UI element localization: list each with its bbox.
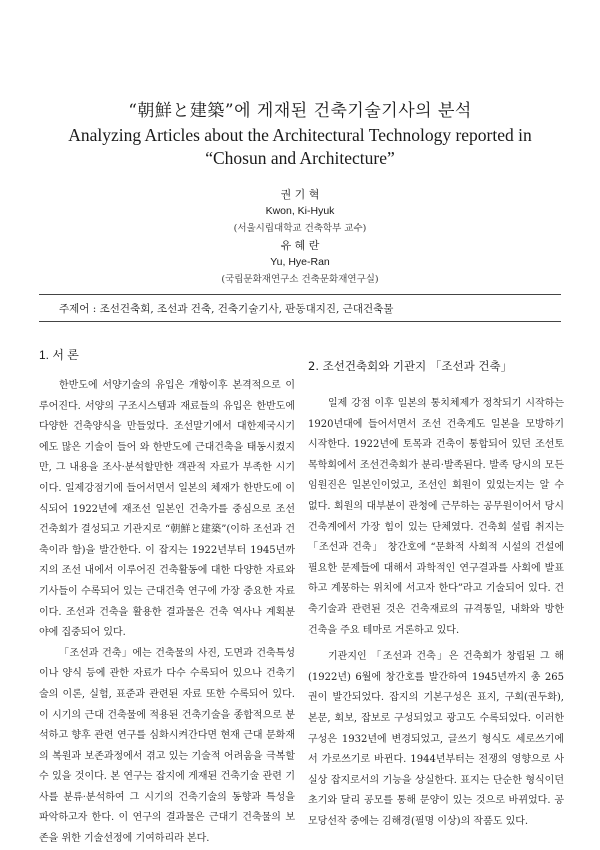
section-1-paragraph: 한반도에 서양기술의 유입은 개항이후 본격적으로 이루어진다. 서양의 구조시스템과 재료들의 유입은 한반도에 다양한 건축양식을 만들었다. 조선말기에서 대한제국시기에도 많은 기술이 들어 와 한반도에 근대건축을 태동시켰지만, 그 내용을 조사·분석할만한 객관적 자료가 부족한 시기이다. 일제강점기에 들어서면서 일본의 체재가 한반도에 이식되어 1922년에 재조선 일본인 건축가를 중심으로 조선건축회가 결성되고 기관지로 “朝鮮と建築”(이하 조선과 건축이라 함)을 발간한다. 이 잡지는 1922년부터 1945년까지의 조선 내에서 이루어진 건축활동에 대한 다양한 자료와 기사들이 수록되어 있는 근대건축 연구에 가장 중요한 자료이다. 조선과 건축을 활용한 결과물은 건축 역사나 계획분야에 집중되어 있다. (39, 380, 295, 639)
author-1-name-english: Kwon, Ki-Hyuk (265, 205, 335, 217)
section-1-heading: 1. 서 론 (39, 348, 79, 362)
section-2-heading: 2. 조선건축회와 기관지 「조선과 건축」 (308, 359, 513, 373)
paper-title-korean: “朝鮮と建築”에 게재된 건축기술기사의 분석 (128, 101, 472, 121)
section-2-paragraph: 일제 강점 이후 일본의 통치체제가 정착되기 시작하는 1920년대에 들어서면서 조선 건축계도 일본을 모방하기 시작한다. 1922년에 토목과 건축이 통합되어 있던 조선토목학회에서 조선건축회가 분리·발족된다. 발족 당시의 모든 임원진은 일본인이었고, 조선인 회원이 있었는지는 알 수 없다. 회원의 대부분이 관청에 근무하는 공무원이어서 당시 건축계에서 가장 힘이 있는 단체였다. 건축회 설립 취지는 「조선과 건축」 창간호에 “문화적 사회적 시설의 건설에 필요한 문제들에 대해서 과학적인 연구결과를 사회에 발표하고 계몽하는 위치에 서고자 한다”라고 기술되어 있다. 건축기술과 관련된 것은 건축재료의 규격통일, 내화와 방한 건축을 주요 테마로 거론하고 있다. (308, 398, 564, 636)
section-1-paragraph: 「조선과 건축」에는 건축물의 사진, 도면과 건축특성이나 양식 등에 관한 자료가 다수 수록되어 있으나 건축기술의 이론, 실험, 표준과 관련된 자료 또한 수록되어 있다. 이 시기의 근대 건축물에 적용된 건축기술을 종합적으로 분석하고 향후 관련 연구를 심화시켜간다면 현재 근대 문화재의 복원과 보존과정에서 겪고 있는 기술적 어려움을 극복할 수 있을 것이다. 본 연구는 잡지에 게재된 건축기술 관련 기사를 분류·분석하여 그 시기의 건축기술의 동향과 특성을 파악하고자 한다. 이 연구의 결과물은 근대기 건축물의 보존을 위한 기술선정에 기여하리라 본다. (39, 647, 295, 845)
author-2-affiliation: (국립문화재연구소 건축문화재연구실) (221, 274, 379, 285)
author-1-name-korean: 권 기 혁 (280, 188, 320, 201)
keywords-bar: 주제어 : 조선건축회, 조선과 건축, 건축기술기사, 판동대지진, 근대건축물 (39, 294, 561, 322)
author-1-affiliation: (서울시립대학교 건축학부 교수) (233, 223, 367, 234)
section-2-paragraph: 기관지인 「조선과 건축」은 건축회가 창립된 그 해(1922년) 6월에 창간호를 발간하여 1945년까지 총 265권이 발간되었다. 잡지의 기본구성은 표지, 구회(권두화), 본문, 회보, 잡보로 구성되었고 광고도 수록되었다. 이러한 구성은 1932년에 변경되었고, 글쓰기 형식도 세로쓰기에서 가로쓰기로 바뀐다. 1944년부터는 전쟁의 영향으로 사실상 잡지로서의 기능을 상실한다. 표지는 단순한 형식이던 초기와 달리 공모를 통해 문양이 있는 것으로 바뀌었다. 공모당선작 중에는 김해경(필명 이상)의 작품도 있다. (308, 651, 564, 827)
left-column (39, 376, 295, 850)
author-2-name-english: Yu, Hye-Ran (270, 256, 330, 268)
author-2-name-korean: 유 혜 란 (280, 239, 320, 252)
author-block (0, 186, 600, 288)
paper-title-english: Analyzing Articles about the Architectural Technology reported in “Chosun and Architecture” (68, 125, 532, 168)
right-column (308, 394, 564, 832)
